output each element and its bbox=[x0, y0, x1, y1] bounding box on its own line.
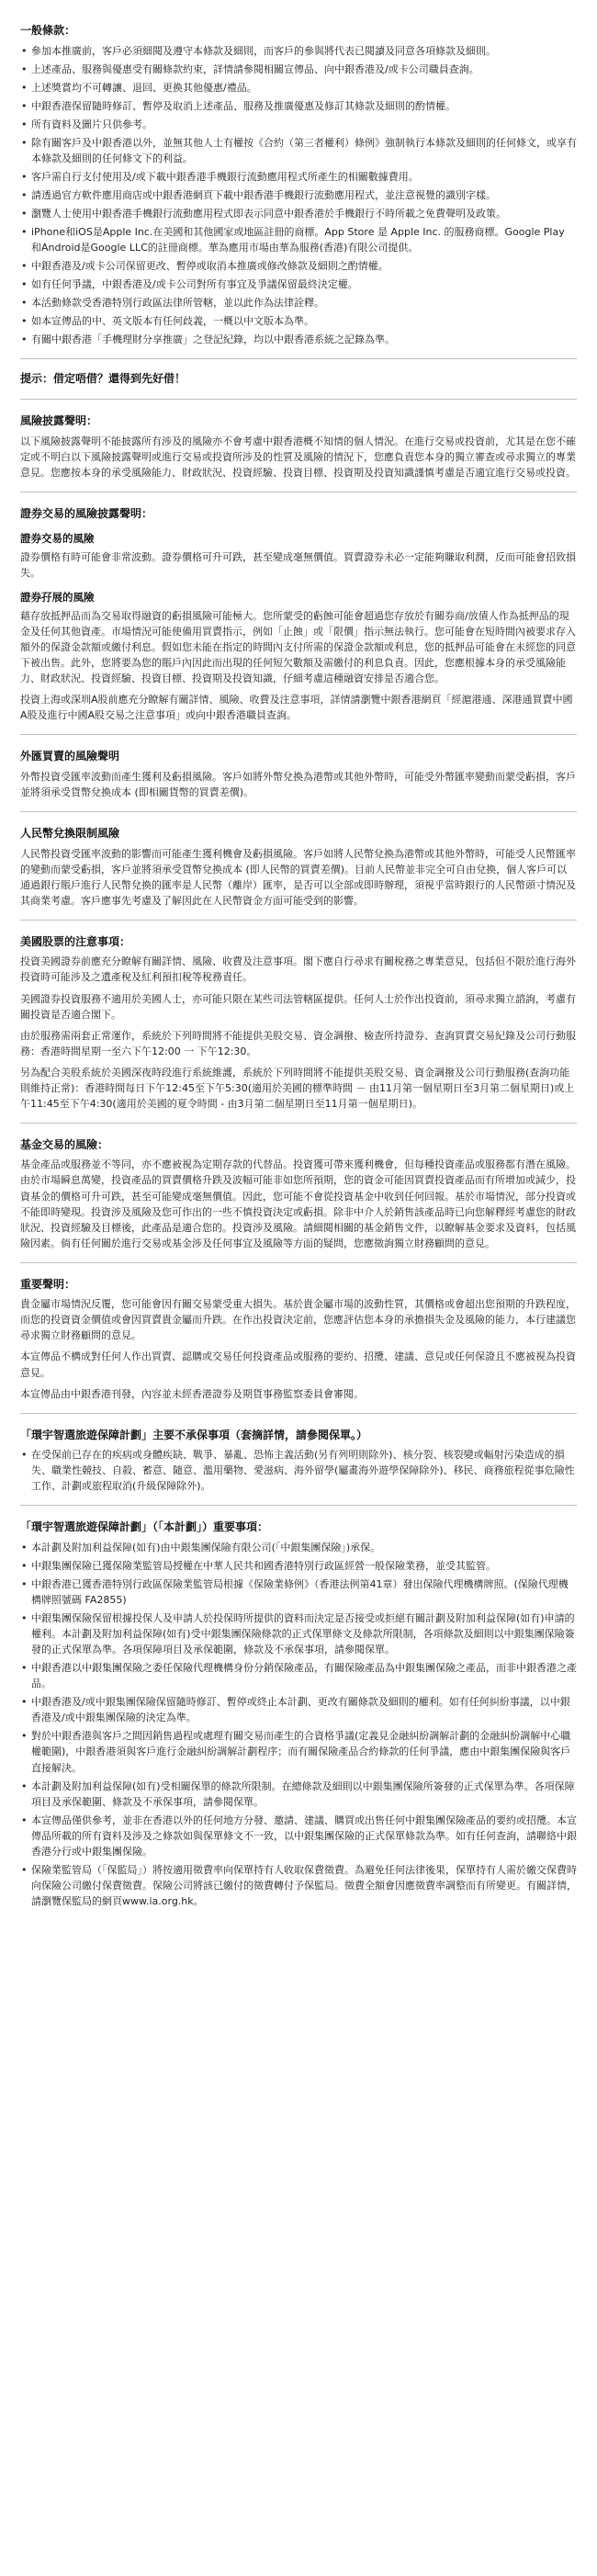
general-terms-heading: 一般條款： bbox=[20, 24, 76, 37]
list-item: • 中銀集團保險已獲保險業監管局授權在中華人民共和國香港特別行政區經營一般保險業務，並受其監管。 bbox=[31, 1558, 577, 1574]
divider bbox=[20, 1262, 577, 1263]
us-stocks-text: 由於服務需兩套正常運作，系統於下列時間將不能提供美股交易、資金調撥、檢查所持證券、查詢買賣交易紀錄及公司行動服務：香港時間星期一至六下午12:00 一 下午12:30。 bbox=[20, 1029, 576, 1057]
divider bbox=[20, 1505, 577, 1506]
travel-exclusions-list bbox=[20, 1447, 577, 1494]
divider bbox=[20, 811, 577, 812]
risk-disclosure-text: 以下風險披露聲明不能披露所有涉及的風險亦不會考慮中銀香港概不知情的個人情況。在進行交易或投資前，尤其是在您不確定或不明白以下風險披露聲明或進行交易或投資所涉及的性質及風險的情況下，您應負責您本身的獨立審查或尋求獨立的專業意見。您應按本身的承受風險能力、財政狀況、投資經驗、投資目標、投資期及投資知識謹慎考慮是否適宜進行交易或投資。 bbox=[20, 435, 576, 479]
list-item: • 中銀香港及/或卡公司保留更改、暫停或取消本推廣或修改條款及細則之酌情權。 bbox=[31, 258, 577, 274]
general-terms-section bbox=[20, 22, 577, 347]
general-terms-list bbox=[20, 43, 577, 348]
rmb-risk-heading: 人民幣兌換限制風險 bbox=[20, 827, 120, 841]
travel-important-section bbox=[20, 1519, 577, 1909]
divider bbox=[20, 491, 577, 492]
divider bbox=[20, 1413, 577, 1414]
divider bbox=[20, 1123, 577, 1124]
list-item: • 本活動條款受香港特別行政區法律所管轄，並以此作為法律詮釋。 bbox=[31, 295, 577, 311]
rmb-risk-section bbox=[20, 825, 577, 909]
list-item: • 除有關客戶及中銀香港以外，並無其他人士有權按《合約（第三者權利）條例》強制執行本條款及細則的任何條文，或享有本條款及細則的任何條文下的利益。 bbox=[31, 135, 577, 166]
travel-important-list bbox=[20, 1540, 577, 1909]
us-stocks-heading: 美國股票的注意事項： bbox=[20, 934, 131, 948]
list-item: • 保險業監管局（「保監局」）將按適用徵費率向保單持有人收取保費徵費。為避免任何法律後果，保單持有人需於繳交保費時向保險公司繳付保費徵費。保險公司將該已繳付的徵費轉付予保監局。徵費全額會因應徵費率調整而有所變更。有關詳情，請瀏覽保監局的網頁www.ia.org.hk。 bbox=[31, 1862, 577, 1909]
securities-risk-section bbox=[20, 505, 577, 724]
securities-risk-heading: 證券交易的風險披露聲明： bbox=[20, 506, 153, 520]
travel-exclusions-section bbox=[20, 1427, 577, 1495]
list-item: • 參加本推廣前，客戶必須細閱及遵守本條款及細則，而客戶的參與將代表已閱讀及同意各項條款及細則。 bbox=[31, 43, 577, 59]
important-notice-heading: 重要聲明： bbox=[20, 1277, 76, 1291]
list-item: • 請透過官方軟件應用商店或中銀香港網頁下載中銀香港手機銀行流動應用程式，並注意視覺的識別字樣。 bbox=[31, 187, 577, 203]
list-item: • 中銀香港以中銀集團保險之委任保險代理機構身份分銷保險產品，有關保險產品為中銀集團保險之產品，而非中銀香港之產品。 bbox=[31, 1660, 577, 1691]
divider bbox=[20, 920, 577, 921]
important-notice-text: 本宣傳品不構成對任何人作出買賣、認購或交易任何投資產品或服務的要約、招攬、建議、意見或任何保證且不應被視為投資意見。 bbox=[20, 1350, 576, 1379]
list-item: • 本計劃及附加利益保障(如有)受相關保單的條款所限制。在總條款及細則以中銀集團保險所簽發的正式保單為準。各項保障項目及承保範圍、條款及不承保事項，請參閱保單。 bbox=[31, 1779, 577, 1810]
securities-trading-subheading: 證券交易的風險 bbox=[20, 532, 95, 546]
travel-exclusions-heading: 「環宇智選旅遊保障計劃」主要不承保事項（套摘詳情，請參閱保單。） bbox=[20, 1428, 368, 1441]
securities-trading-text: 證券價格有時可能會非常波動。證券價格可升可跌，甚至變成毫無價值。買賣證券未必一定能夠賺取利潤，反而可能會招致損失。 bbox=[20, 551, 576, 580]
fund-risk-text: 基金產品或服務並不等同，亦不應被視為定期存款的代替品。投資獲可帶來獲利機會，但每種投資產品或服務都有潛在風險。由於市場瞬息萬變，投資產品的買賣價格升跌及波幅可能非如您所預期，您的資金可能因買賣投資產品而有所增加或減少，投資基金的價格可升可跌，甚至可能變成毫無價值。因此，您可能不會從投資基金中收到任何回報。基於市場情況，部分投資或不能即時變現。投資涉及風險及您可作出的一些不慎投資決定或虧損。除非中介人於銷售該產品時已向您解釋經考慮您的財政狀況、投資經驗及目標後，此產品是適合您的。投資涉及風險。請細閱相關的基金銷售文件，以瞭解基金要求及資料，包括風險因素。倘有任何關於進行交易或基金涉及任何事宜及風險等方面的疑問，您應徵詢獨立財務顧問的意見。 bbox=[20, 1158, 576, 1249]
divider bbox=[20, 358, 577, 359]
divider bbox=[20, 399, 577, 400]
list-item: • 客戶需自行支付使用及/或下載中銀香港手機銀行流動應用程式所產生的相關數據費用。 bbox=[31, 169, 577, 185]
us-stocks-section bbox=[20, 933, 577, 1112]
important-notice-section bbox=[20, 1276, 577, 1402]
divider bbox=[20, 734, 577, 735]
travel-important-heading: 「環宇智選旅遊保障計劃」（「本計劃」）重要事項： bbox=[20, 1520, 269, 1534]
securities-margin-text: 藉存放抵押品而為交易取得融資的虧損風險可能極大。您所蒙受的虧蝕可能會超過您存放於有關券商/放債人作為抵押品的現金及任何其他資產。市場情況可能使備用買賣指示，例如「止蝕」或「限價」指示無法執行。您可能會在短時間內被要求存入額外的保證金款額或繳付利息。假如您未能在指定的時間內支付所需的保證金款額或利息，您的抵押品可能會在未經您的同意下被出售。此外，您將要為您的賬戶內因此而出現的任何短欠數額及需繳付的利息負責。因此，您應根據本身的承受風險能力、財政狀況、投資經驗、投資目標、投資期及投資知識，仔細考慮這種融資安排是否適合您。 bbox=[20, 610, 576, 685]
us-stocks-text: 投資美國證券前應充分瞭解有關詳情、風險、收費及注意事項。閣下應自行尋求有關稅務之專業意見，包括但不限於進行海外投資時可能涉及之遺產稅及紅利預扣稅等稅務責任。 bbox=[20, 955, 576, 984]
us-stocks-text: 另為配合美股系統於美國深夜時段進行系統維護，系統於下列時間將不能提供美股交易、資金調撥及公司行動服務(查詢功能則維持正常)：香港時間每日下午12:45至下午5:30(適用於美國的標準時間 － 由11月第一個星期日至3月第二個星期日)或上午11:45至下午4:30(適用於美國的夏令時間 - 由3月第二個星期日至11月第一個星期日)。 bbox=[20, 1066, 575, 1110]
securities-margin-subheading: 證券孖展的風險 bbox=[20, 591, 95, 604]
fund-risk-section bbox=[20, 1136, 577, 1251]
borrowing-tip: 提示：借定唔借？還得到先好借！ bbox=[20, 372, 186, 386]
list-item: • 本計劃及附加利益保障(如有)由中銀集團保險有限公司(「中銀集團保險」)承保。 bbox=[31, 1540, 577, 1555]
fx-risk-text: 外幣投資受匯率波動而產生獲利及虧損風險。客戶如將外幣兌換為港幣或其他外幣時，可能受外幣匯率變動而蒙受虧損，客戶並將須承受貨幣兌換成本 (即相關貨幣的買賣差價)。 bbox=[20, 770, 576, 798]
important-notice-text: 貴金屬市場情況反覆，您可能會因有關交易蒙受重大損失。基於貴金屬市場的波動性質，其價格或會超出您預期的升跌程度，而您的投資資金價值或會因買賣貴金屬而升跌。在作出投資決定前，您應評估您本身的承擔損失金及風險的能力，本行建議您尋求獨立財務顧問的意見。 bbox=[20, 1298, 576, 1342]
fx-risk-heading: 外匯買賣的風險聲明 bbox=[20, 750, 120, 763]
us-stocks-text: 美國證券投資服務不適用於美國人士，亦可能只限在某些司法管轄區提供。任何人士於作出投資前，須尋求獨立諮詢，考慮有關投資是否適合閣下。 bbox=[20, 992, 576, 1021]
list-item: • 中銀集團保險保留根據投保人及申請人於投保時所提供的資料而決定是否接受或拒絕有關計劃及附加利益保障(如有)申請的權利。本計劃及附加利益保障(如有)受中銀集團保險條款的正式保單條文及條款所限制，各項條款及細則以中銀集團保險簽發的正式保單為準。各項保障項目及承保範圍，條款及不承保事項，請參閱保單。 bbox=[31, 1610, 577, 1657]
list-item: • 中銀香港保留隨時修訂、暫停及取消上述產品、服務及推廣優惠及修訂其條款及細則的酌情權。 bbox=[31, 98, 577, 114]
list-item: • 有關中銀香港「手機理財分享推廣」之登記紀錄，均以中銀香港系統之記錄為準。 bbox=[31, 332, 577, 347]
list-item: • 瀏覽人士使用中銀香港手機銀行流動應用程式即表示同意中銀香港於手機銀行不時所載之免費聲明及政策。 bbox=[31, 206, 577, 221]
list-item: • 上述獎賞均不可轉讓、退回、更換其他優惠/禮品。 bbox=[31, 80, 577, 96]
important-notice-text: 本宣傳品由中銀香港刊發，內容並未經香港證券及期貨事務監察委員會審閱。 bbox=[20, 1387, 364, 1400]
list-item: • 本宣傳品僅供參考，並非在香港以外的任何地方分發、邀請、建議、購買或出售任何中銀集團保險產品的要約或招攬。本宣傳品所載的所有資料及涉及之條款如與保單條文不一致，以中銀集團保險的正式保單條款為準。如有任何查詢，請聯絡中銀香港分行或中銀集團保險。 bbox=[31, 1813, 577, 1859]
fx-risk-section bbox=[20, 748, 577, 800]
list-item: • 在受保前已存在的疾病或身體疾缺、戰爭、暴亂、恐怖主義活動(另有列明則除外)、核分裂、核裂變或輻射污染造成的損失、職業性競技、自殺、蓄意、隨意、濫用藥物、愛滋病、海外留學(屬畫海外遊學保障除外)、移民、商務旅程從事危險性工作、計劃或旅程取消(升級保障除外)。 bbox=[31, 1447, 577, 1494]
list-item: • 所有資料及圖片只供參考。 bbox=[31, 117, 577, 132]
list-item: • 對於中銀香港與客戶之間因銷售過程或處理有關交易而產生的合資格爭議(定義見金融糾紛調解計劃的金融糾紛調解中心職權範圍)，中銀香港須與客戶進行金融糾紛調解計劃程序；而有關保險產品合約條款的任何爭議，應由中銀集團保險與客戶直接解決。 bbox=[31, 1728, 577, 1775]
list-item: • 中銀香港已獲香港特別行政區保險業監管局根據《保險業條例》（香港法例第41章）發出保險代理機構牌照。(保險代理機構牌照號碼 FA2855) bbox=[31, 1576, 577, 1608]
risk-disclosure-section bbox=[20, 412, 577, 480]
list-item: • 如本宣傳品的中、英文版本有任何歧義，一概以中文版本為準。 bbox=[31, 313, 577, 329]
list-item: • 上述產品、服務與優惠受有關條款約束，詳情請參閱相關宣傳品、向中銀香港及/或卡公司職員查詢。 bbox=[31, 62, 577, 77]
list-item: • 中銀香港及/或中銀集團保險保留隨時修訂、暫停或終止本計劃、更改有關條款及細則的權利。如有任何糾紛事議，以中銀香港及/或中銀集團保險的決定為準。 bbox=[31, 1694, 577, 1725]
a-shares-notice-text: 投資上海或深圳A股前應充分瞭解有關詳情、風險、收費及注意事項，詳情請瀏覽中銀香港網頁「經滬港通、深港通買賣中國A股及進行中國A股交易之注意事項」或向中銀香港職員查詢。 bbox=[20, 694, 573, 722]
fund-risk-heading: 基金交易的風險： bbox=[20, 1137, 109, 1151]
rmb-risk-text: 人民幣投資受匯率波動的影響而可能產生獲利機會及虧損風險。客戶如將人民幣兌換為港幣或其他外幣時，可能受人民幣匯率的變動而蒙受虧損，客戶並將須承受貨幣兌換成本 (即人民幣的買賣差價)。目前人民幣並非完全可自由兌換，個人客戶可以通過銀行賬戶進行人民幣兌換的匯率是人民幣（離岸）匯率，是否可以全部或即時辦理，須視乎當時銀行的人民幣頭寸情況及其商業考慮。客戶應事先考慮及了解因此在人民幣資金方面可能受到的影響。 bbox=[20, 847, 576, 907]
list-item: • iPhone和iOS是Apple Inc.在美國和其他國家或地區註冊的商標。App Store 是 Apple Inc. 的服務商標。Google Play 和Android是Google LLC的註冊商標。華為應用市場由華為服務(香港)有限公司提供。 bbox=[31, 224, 577, 255]
list-item: • 如有任何爭議，中銀香港及/或卡公司對所有事宜及爭議保留最終決定權。 bbox=[31, 277, 577, 292]
risk-disclosure-heading: 風險披露聲明： bbox=[20, 413, 98, 427]
